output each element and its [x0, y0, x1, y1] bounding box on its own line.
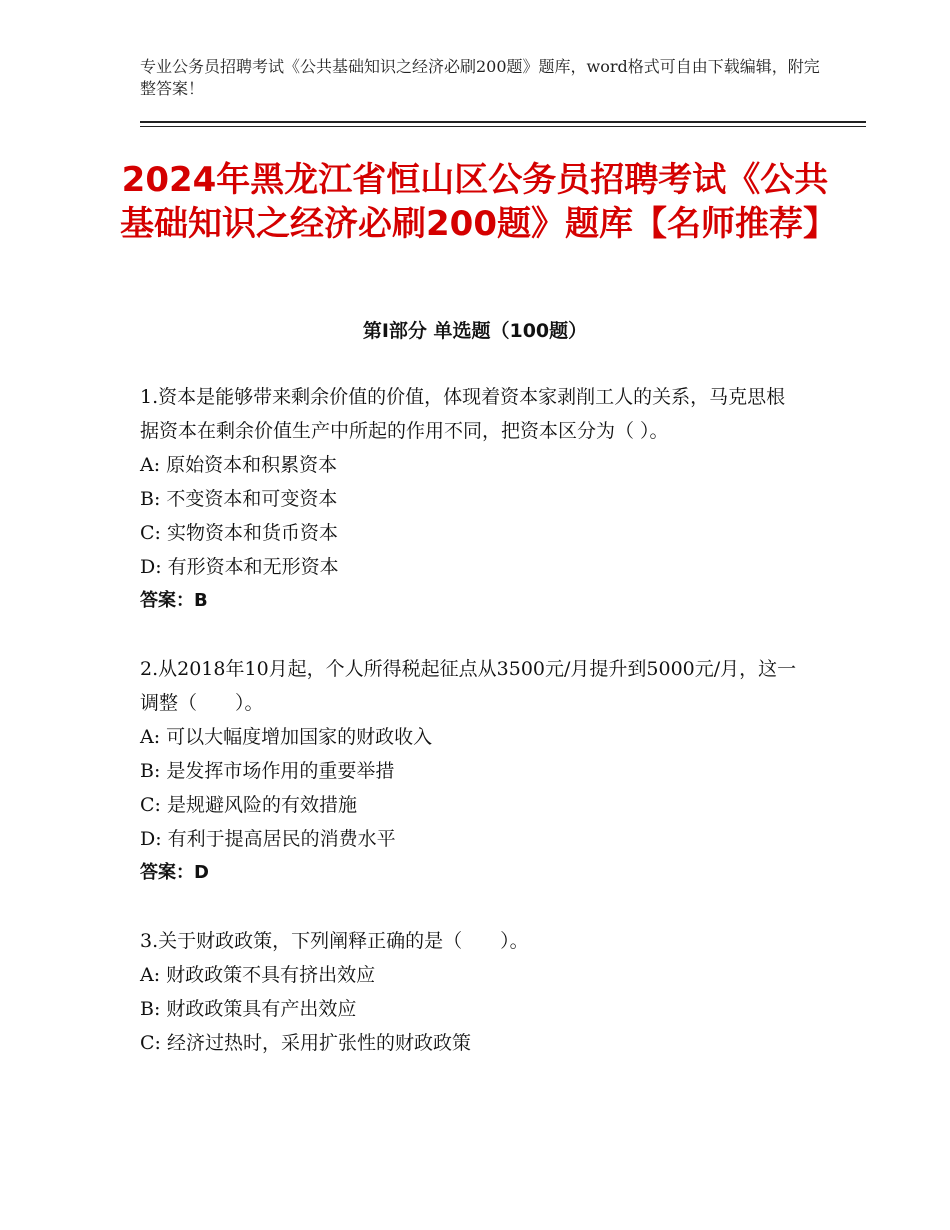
option-a: A: 可以大幅度增加国家的财政收入 — [140, 726, 433, 748]
document-title: 2024年黑龙江省恒山区公务员招聘考试《公共基础知识之经济必刷200题》题库【名师推荐】 — [120, 160, 837, 244]
header-rule-thin — [140, 126, 866, 127]
question-stem: 2.从2018年10月起，个人所得税起征点从3500元/月提升到5000元/月，这一调整（ ）。 — [140, 658, 797, 714]
answer: 答案：B — [140, 590, 208, 611]
question-3 — [140, 924, 800, 1060]
option-d: D: 有利于提高居民的消费水平 — [140, 828, 396, 850]
question-2 — [140, 652, 800, 890]
answer: 答案：D — [140, 862, 209, 883]
option-c: C: 是规避风险的有效措施 — [140, 794, 357, 816]
question-spacer — [140, 890, 800, 924]
header-note: 专业公务员招聘考试《公共基础知识之经济必刷200题》题库，word格式可自由下载编辑，附完整答案！ — [140, 57, 820, 98]
question-1 — [140, 380, 800, 618]
header-rule-thick — [140, 121, 866, 123]
section-title: 第I部分 单选题（100题） — [362, 320, 588, 342]
option-a: A: 原始资本和积累资本 — [140, 454, 338, 476]
question-stem: 3.关于财政政策，下列阐释正确的是（ ）。 — [140, 930, 529, 952]
question-list — [140, 380, 800, 1060]
question-spacer — [140, 618, 800, 652]
question-stem: 1.资本是能够带来剩余价值的价值，体现着资本家剥削工人的关系，马克思根据资本在剩余价值生产中所起的作用不同，把资本区分为（ ）。 — [140, 386, 786, 442]
option-c: C: 实物资本和货币资本 — [140, 522, 338, 544]
option-b: B: 是发挥市场作用的重要举措 — [140, 760, 395, 782]
option-b: B: 不变资本和可变资本 — [140, 488, 338, 510]
option-c: C: 经济过热时，采用扩张性的财政政策 — [140, 1032, 471, 1054]
option-b: B: 财政政策具有产出效应 — [140, 998, 357, 1020]
option-a: A: 财政政策不具有挤出效应 — [140, 964, 376, 986]
option-d: D: 有形资本和无形资本 — [140, 556, 339, 578]
